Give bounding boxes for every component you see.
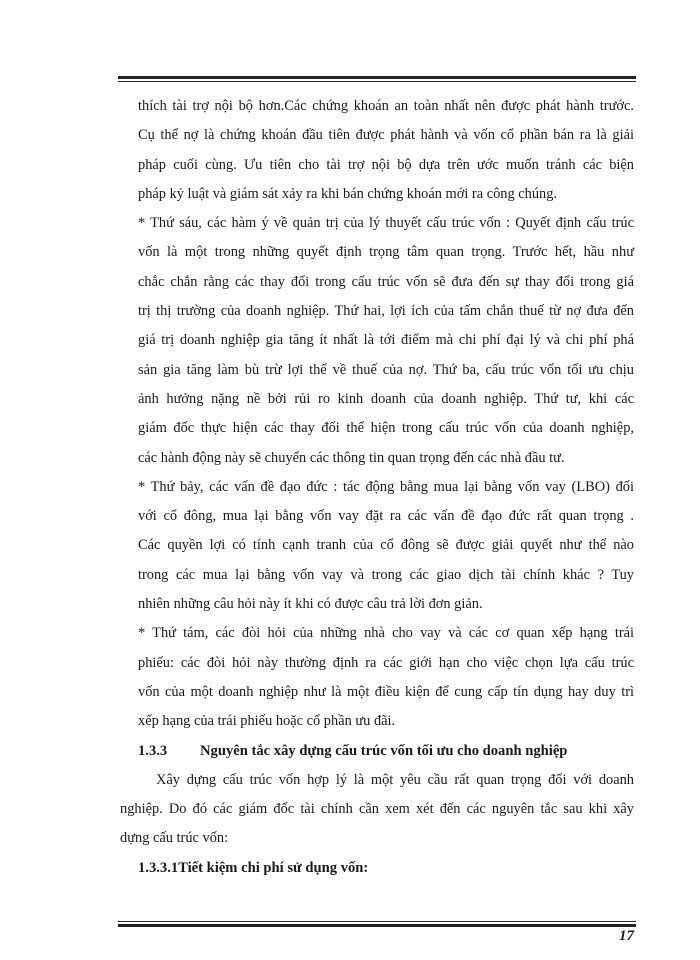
text-line: vốn của một doanh nghiệp như là một điều kiện để cung cấp tín dụng hay duy trì	[138, 683, 634, 700]
text-line: phiếu: các đòi hỏi này thường định ra các giới hạn cho việc chọn lựa cấu trúc	[138, 654, 634, 671]
text-line: các hành động này sẽ chuyển các thông tin quan trọng đến các nhà đầu tư.	[138, 449, 565, 466]
text-line: dựng cấu trúc vốn:	[120, 830, 229, 847]
text-line: với cổ đông, mua lại bằng vốn vay đặt ra các vấn đề đạo đức rất quan trọng .	[138, 508, 634, 525]
text-line: * Thứ bảy, các vấn đề đạo đức : tác động bằng mua lại bằng vốn vay (LBO) đối	[138, 478, 634, 495]
text-line: sản gia tăng làm bù trừ lợi thế về thuế của nợ. Thứ ba, cấu trúc vốn tối ưu chịu	[138, 361, 634, 378]
text-line: pháp cuối cùng. Ưu tiên cho tài trợ nội bộ dựa trên ước muốn tránh các biện	[138, 156, 634, 173]
page-body	[120, 92, 634, 883]
text-line: Các quyền lợi có tính cạnh tranh của cổ đông sẽ được giải quyết như thế nào	[138, 537, 634, 554]
text-line: pháp kỷ luật và giám sát xảy ra khi bán chứng khoán mới ra công chúng.	[138, 185, 558, 202]
text-line: giám đốc thực hiện các thay đổi thể hiện trong cấu trúc vốn của doanh nghiệp,	[138, 420, 634, 437]
text-line: thích tài trợ nội bộ hơn.Các chứng khoán an toàn nhất nên được phát hành trước.	[138, 98, 634, 114]
body-text-2	[120, 766, 634, 854]
text-line: xếp hạng của trái phiếu hoặc cổ phần ưu đãi.	[138, 713, 396, 730]
text-line: Xây dựng cấu trúc vốn hợp lý là một yêu cầu rất quan trọng đối với doanh	[156, 771, 634, 788]
subsection-title: 1.3.3.1Tiết kiệm chi phí sử dụng vốn:	[138, 859, 369, 876]
section-number: 1.3.3	[138, 742, 168, 759]
text-line: chắc chắn rằng các thay đổi trong cấu trúc vốn sẽ đưa đến sự thay đổi trong giá	[138, 273, 634, 290]
text-line: Cụ thể nợ là chứng khoán đầu tiên được phát hành và vốn cổ phần bán ra là giải	[138, 127, 634, 144]
text-line: * Thứ tám, các đòi hỏi của những nhà cho vay và các cơ quan xếp hạng trái	[138, 625, 634, 642]
header-rule	[118, 76, 636, 82]
text-line: trị thị trường của doanh nghiệp. Thứ hai, lợi ích của tấm chắn thuế từ nợ đưa đến	[138, 303, 634, 320]
section-heading-1-3-3-1	[120, 854, 634, 883]
text-line: vốn là một trong những quyết định trọng tâm quan trọng. Trước hết, hầu như	[138, 244, 634, 261]
footer-rule	[118, 921, 636, 927]
text-line: * Thứ sáu, các hàm ý về quản trị của lý thuyết cấu trúc vốn : Quyết định cấu trúc	[138, 215, 634, 232]
section-heading-1-3-3	[120, 737, 634, 766]
text-line: trong các mua lại bằng vốn vay và trong các giao dịch tài chính khác ? Tuy	[138, 566, 634, 583]
text-line: nghiệp. Do đó các giám đốc tài chính cần xem xét đến các nguyên tắc sau khi xây	[120, 801, 634, 818]
text-line: giá trị doanh nghiệp gia tăng ít nhất là tới điểm mà chi phí đại lý và chi phí phá	[138, 332, 634, 349]
body-text	[120, 92, 634, 737]
text-line: ảnh hưởng nặng nề bởi rủi ro kinh doanh của doanh nghiệp. Thứ tư, khi các	[138, 390, 634, 407]
section-title: Nguyên tắc xây dựng cấu trúc vốn tối ưu cho doanh nghiệp	[200, 742, 568, 759]
text-line: nhiên những câu hỏi này ít khi có được câu trả lời đơn giản.	[138, 596, 483, 613]
page-number: 17	[619, 928, 634, 944]
